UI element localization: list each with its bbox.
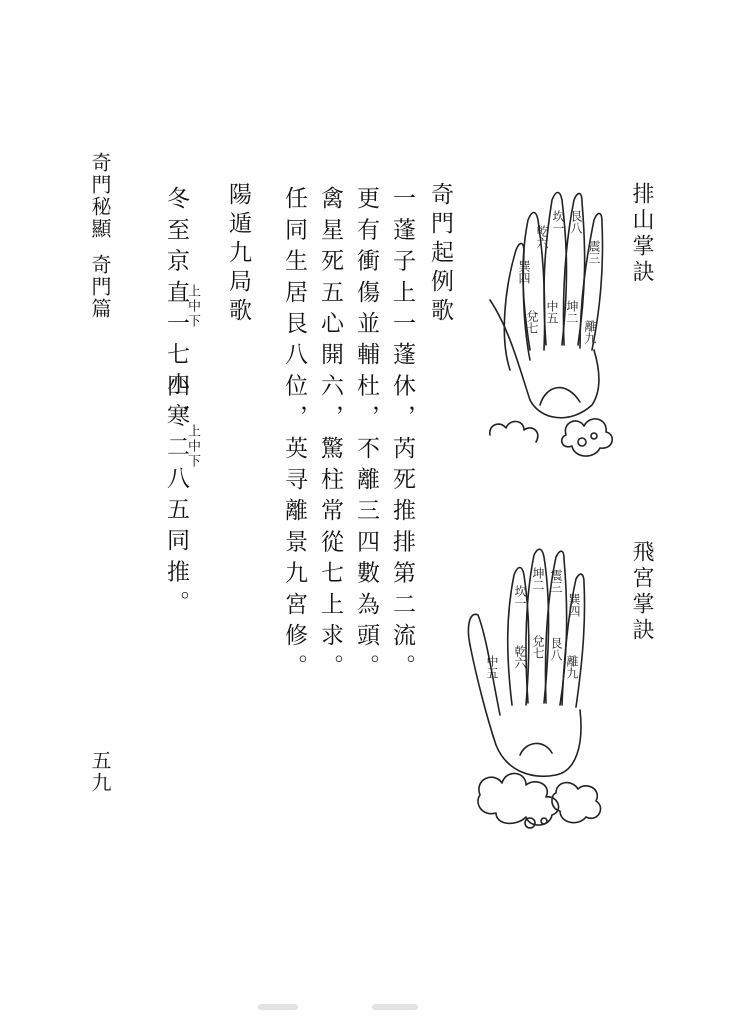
- palm-label: 中五: [545, 300, 559, 324]
- hand-drawing-1: [470, 180, 620, 470]
- chapter-title: 奇門篇: [88, 254, 112, 320]
- scan-smudge: [258, 1004, 298, 1010]
- poem-title: 奇門起例歌: [427, 182, 453, 327]
- poem-line-3: 禽星死五心開六，驚柱常從七上求。: [317, 186, 343, 686]
- finger-label: 乾六: [535, 225, 549, 249]
- finger-label: 艮八: [569, 210, 583, 234]
- hand-diagram-feigong: [460, 545, 620, 845]
- yang-dun-title: 陽遁九局歌: [225, 182, 251, 327]
- finger-label: 坎一: [551, 210, 565, 234]
- book-title: 奇門秘顯: [88, 152, 112, 240]
- hand-diagram-title-1: 排山掌訣: [629, 182, 654, 286]
- running-head: [90, 152, 110, 320]
- finger-label: 巽四: [517, 260, 531, 284]
- finger-label: 震三: [549, 569, 563, 593]
- finger-label: 巽四: [567, 593, 581, 617]
- page-number: 五九: [88, 750, 112, 794]
- yuan-note-2: 上中下: [185, 424, 200, 469]
- yuan-note-1: 上中下: [185, 284, 200, 329]
- scan-smudge: [372, 1004, 418, 1010]
- palm-label: 兌七: [525, 310, 539, 334]
- palm-label: 乾六: [513, 645, 527, 669]
- poem-line-1: 一蓬子上一蓬休，芮死推排第二流。: [389, 186, 415, 686]
- finger-label: 震三: [587, 240, 601, 264]
- palm-label: 離九: [565, 655, 579, 679]
- palm-label: 坤二: [565, 300, 579, 324]
- yang-dun-line-part-1: 冬至京直一七四，: [163, 186, 189, 436]
- poem-line-2: 更有衝傷並輔杜，不離三四數為頭。: [353, 186, 379, 686]
- hand-diagram-paishan: [470, 180, 620, 470]
- finger-label: 中五: [485, 655, 499, 679]
- yang-dun-line-part-2: 小寒二八五同推。: [163, 372, 189, 622]
- palm-label: 兌七: [531, 635, 545, 659]
- palm-label: 離九: [583, 320, 597, 344]
- finger-label: 坎一: [513, 585, 527, 609]
- poem-line-4: 任同生居艮八位，英寻離景九宮修。: [281, 186, 307, 686]
- hand-diagram-title-2: 飛宮掌訣: [629, 540, 654, 644]
- finger-label: 坤二: [531, 567, 545, 591]
- palm-label: 艮八: [549, 637, 563, 661]
